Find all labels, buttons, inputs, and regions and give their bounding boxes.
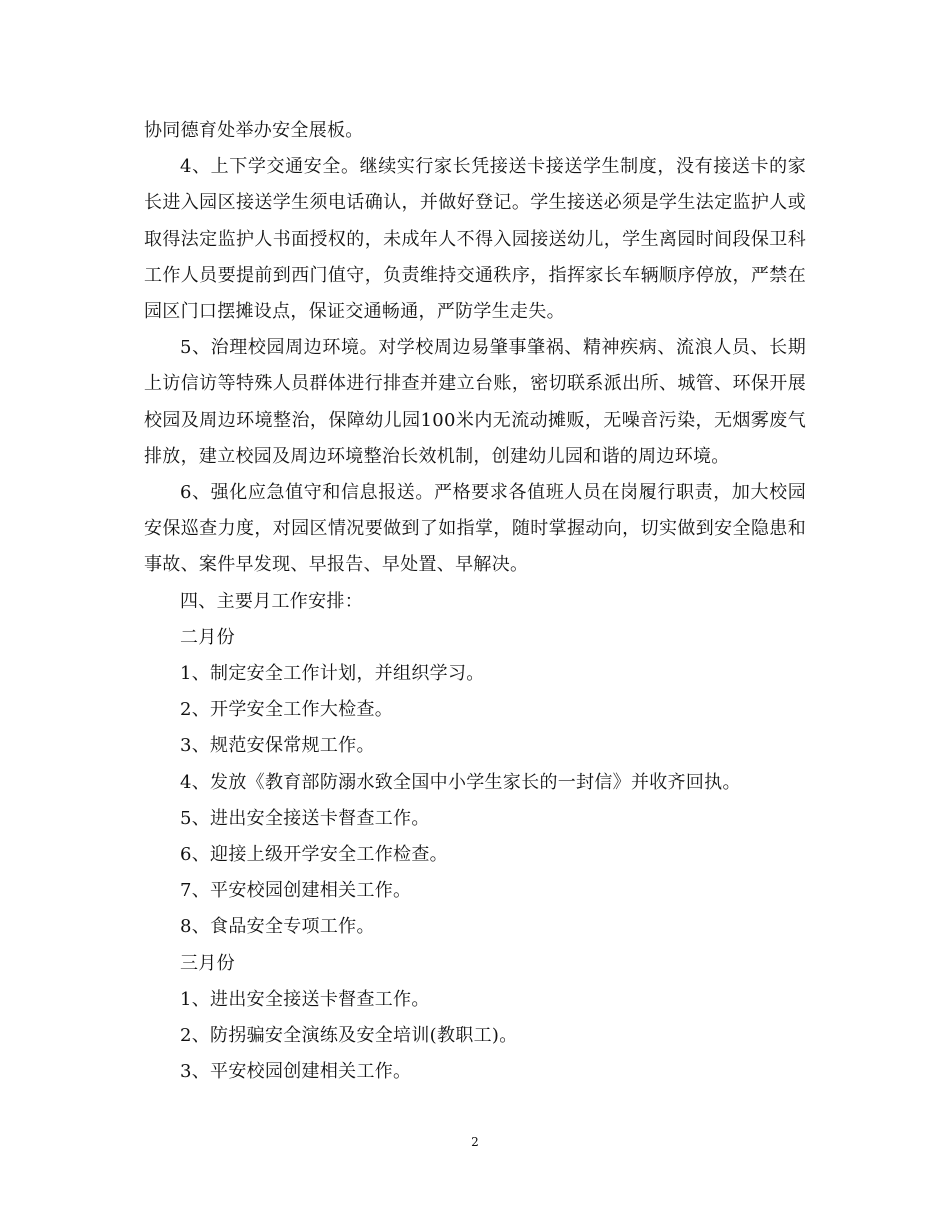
paragraph: 协同德育处举办安全展板。 (144, 120, 364, 141)
month-heading: 二月份 (180, 626, 235, 648)
section-heading: 四、主要月工作安排： (180, 590, 363, 612)
month-heading: 三月份 (180, 952, 235, 974)
list-item: 1、制定安全工作计划，并组织学习。 (180, 663, 485, 685)
list-item: 4、发放《教育部防溺水致全国中小学生家长的一封信》并收齐回执。 (180, 771, 741, 793)
list-item: 2、防拐骗安全演练及安全培训(教职工)。 (180, 1025, 518, 1047)
list-item: 2、开学安全工作大检查。 (180, 699, 394, 721)
list-item: 3、平安校园创建相关工作。 (180, 1061, 412, 1083)
list-item: 7、平安校园创建相关工作。 (180, 880, 412, 902)
paragraph: 4、上下学交通安全。继续实行家长凭接送卡接送学生制度，没有接送卡的家长进入园区接送学生须电话确认，并做好登记。学生接送必须是学生法定监护人或取得法定监护人书面授权的，未成年人不得入园接送幼儿，学生离园时间段保卫科工作人员要提前到西门值守，负责维持交通秩序，指挥家长车辆顺序停放，严禁在园区门口摆摊设点，保证交通畅通，严防学生走失。 (144, 156, 806, 323)
paragraph: 6、强化应急值守和信息报送。严格要求各值班人员在岗履行职责，加大校园安保巡查力度，对园区情况要做到了如指掌，随时掌握动向，切实做到安全隐患和事故、案件早发现、早报告、早处置、早解决。 (144, 482, 806, 576)
page-number: 2 (471, 1135, 479, 1149)
list-item: 5、进出安全接送卡督查工作。 (180, 807, 430, 829)
list-item: 6、迎接上级开学安全工作检查。 (180, 844, 448, 866)
document-body (144, 113, 806, 1090)
paragraph: 5、治理校园周边环境。对学校周边易肇事肇祸、精神疾病、流浪人员、长期上访信访等特殊人员群体进行排查并建立台账，密切联系派出所、城管、环保开展校园及周边环境整治，保障幼儿园100米内无流动摊贩，无噪音污染，无烟雾废气排放，建立校园及周边环境整治长效机制，创建幼儿园和谐的周边环境。 (144, 337, 806, 467)
list-item: 1、进出安全接送卡督查工作。 (180, 988, 430, 1010)
list-item: 3、规范安保常规工作。 (180, 735, 375, 757)
list-item: 8、食品安全专项工作。 (180, 916, 375, 938)
